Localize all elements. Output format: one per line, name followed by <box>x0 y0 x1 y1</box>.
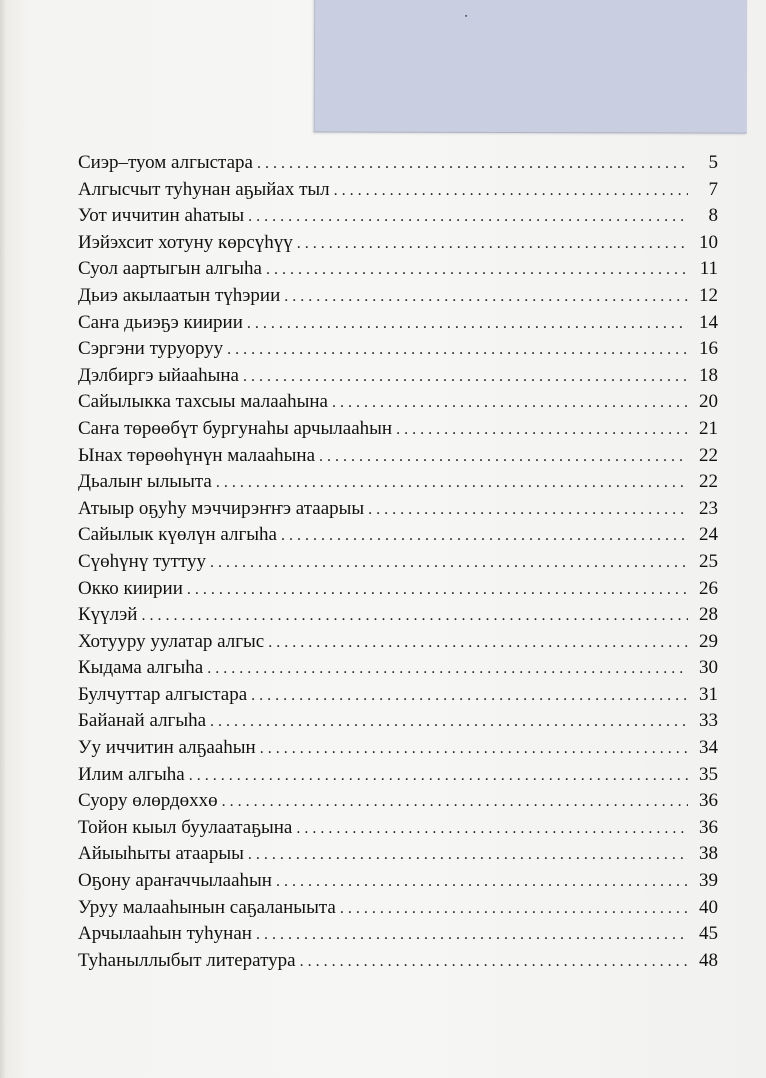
toc-entry-title: Туһаныллыбыт литература <box>78 949 296 971</box>
toc-entry-page-number: 14 <box>699 311 718 333</box>
dot-leader <box>276 873 688 891</box>
toc-entry-page-number: 38 <box>699 843 718 865</box>
dot-leader <box>251 687 688 705</box>
toc-entry <box>78 684 718 711</box>
dot-leader <box>248 208 688 226</box>
toc-entry-title: Сэргэни туруоруу <box>78 338 224 360</box>
toc-entry-title: Сайылык күөлүн алгыһа <box>78 524 277 546</box>
toc-entry <box>78 524 718 551</box>
toc-entry <box>78 285 718 312</box>
toc-entry-page-number: 45 <box>699 923 718 945</box>
toc-entry <box>78 578 718 605</box>
toc-entry-page-number: 7 <box>708 178 718 200</box>
toc-entry-title: Саҥа дьиэҕэ киирии <box>78 311 243 333</box>
toc-entry <box>78 179 718 206</box>
dot-leader <box>247 315 688 333</box>
toc-entry <box>78 604 718 631</box>
toc-entry-page-number: 36 <box>699 816 718 838</box>
toc-entry <box>78 817 718 844</box>
dot-leader <box>187 581 688 599</box>
dot-leader <box>256 926 688 944</box>
toc-entry-page-number: 31 <box>699 683 718 705</box>
toc-entry-page-number: 8 <box>708 205 718 227</box>
toc-entry-title: Суол аартыгын алгыһа <box>78 258 262 280</box>
dot-leader <box>210 713 688 731</box>
toc-entry-title: Уу иччитин алҕааһын <box>78 737 256 759</box>
toc-entry <box>78 205 718 232</box>
dot-leader <box>257 155 688 173</box>
dot-leader <box>334 182 688 200</box>
toc-entry-page-number: 23 <box>699 497 718 519</box>
toc-entry <box>78 391 718 418</box>
toc-entry-title: Сайылыкка тахсыы малааһына <box>78 391 328 413</box>
toc-entry-title: Тойон кыыл буулаатаҕына <box>78 816 293 838</box>
toc-entry-page-number: 11 <box>699 258 718 280</box>
dot-leader <box>268 634 688 652</box>
toc-entry-page-number: 29 <box>699 630 718 652</box>
toc-entry-page-number: 22 <box>699 471 718 493</box>
toc-entry <box>78 258 718 285</box>
toc-entry-page-number: 28 <box>699 604 718 626</box>
dot-leader <box>340 900 688 918</box>
toc-entry-title: Күүлэй <box>78 604 138 626</box>
toc-entry <box>78 764 718 791</box>
toc-entry <box>78 471 718 498</box>
blue-paper-sticker <box>314 0 747 134</box>
toc-entry-title: Байанай алгыһа <box>78 710 207 732</box>
toc-entry <box>78 923 718 950</box>
toc-entry-page-number: 12 <box>699 284 718 306</box>
toc-entry-title: Суору өлөрдөххө <box>78 790 218 812</box>
toc-entry <box>78 950 718 977</box>
dot-leader <box>296 820 688 838</box>
toc-entry <box>78 551 718 578</box>
dot-leader <box>281 527 688 545</box>
toc-entry-page-number: 10 <box>699 231 718 253</box>
toc-entry-page-number: 20 <box>699 391 718 413</box>
toc-entry <box>78 498 718 525</box>
toc-entry-title: Атыыр оҕуһу мэччирэҥҥэ атаарыы <box>78 497 365 519</box>
toc-entry-title: Хотууру уулатар алгыс <box>78 630 265 652</box>
toc-entry <box>78 232 718 259</box>
dot-leader <box>284 288 688 306</box>
toc-entry-title: Дьалыҥ ылыыта <box>78 471 212 493</box>
toc-entry-title: Илим алгыһа <box>78 763 185 785</box>
toc-entry-title: Оҕону араҥаччылааһын <box>78 870 272 892</box>
toc-entry <box>78 790 718 817</box>
dot-leader <box>216 474 688 492</box>
dot-leader <box>243 368 688 386</box>
toc-entry <box>78 710 718 737</box>
dot-leader <box>207 660 688 678</box>
toc-entry-title: Иэйэхсит хотуну көрсүһүү <box>78 231 293 253</box>
toc-entry-page-number: 48 <box>699 949 718 971</box>
dot-leader <box>222 793 688 811</box>
toc-entry <box>78 445 718 472</box>
toc-entry-page-number: 35 <box>699 763 718 785</box>
toc-entry-page-number: 22 <box>699 444 718 466</box>
toc-entry-title: Сиэр–туом алгыстара <box>78 152 253 173</box>
dot-leader <box>248 846 688 864</box>
sticker-speck <box>465 15 467 17</box>
toc-entry-page-number: 40 <box>699 896 718 918</box>
toc-entry-title: Алгысчыт туһунан аҕыйах тыл <box>78 178 330 200</box>
page-edge-shadow <box>0 0 6 1078</box>
toc-entry <box>78 418 718 445</box>
toc-entry-page-number: 18 <box>699 364 718 386</box>
toc-entry-page-number: 33 <box>699 710 718 732</box>
toc-entry-title: Дэлбиргэ ыйааһына <box>78 364 239 386</box>
toc-entry-title: Окко киирии <box>78 577 183 599</box>
toc-entry-title: Саҥа төрөөбүт бургунаһы арчылааһын <box>78 417 393 439</box>
toc-entry-page-number: 36 <box>699 790 718 812</box>
dot-leader <box>332 394 688 412</box>
toc-entry <box>78 365 718 392</box>
toc-entry-page-number: 30 <box>699 657 718 679</box>
toc-entry-page-number: 16 <box>699 338 718 360</box>
toc-entry-title: Сүөһүнү туттуу <box>78 550 206 572</box>
toc-entry-title: Дьиэ акылаатын түһэрии <box>78 284 281 306</box>
dot-leader <box>141 607 688 625</box>
dot-leader <box>300 953 688 971</box>
dot-leader <box>368 501 688 519</box>
dot-leader <box>266 261 688 279</box>
dot-leader <box>189 767 688 785</box>
toc-entry <box>78 312 718 339</box>
toc-entry <box>78 843 718 870</box>
table-of-contents <box>78 152 718 976</box>
toc-entry-page-number: 39 <box>699 870 718 892</box>
dot-leader <box>227 341 688 359</box>
toc-entry-page-number: 21 <box>699 417 718 439</box>
dot-leader <box>319 448 688 466</box>
toc-entry-title: Арчылааһын туһунан <box>78 923 252 945</box>
toc-entry <box>78 657 718 684</box>
toc-entry-page-number: 25 <box>699 550 718 572</box>
toc-entry <box>78 870 718 897</box>
dot-leader <box>210 554 688 572</box>
toc-entry <box>78 737 718 764</box>
toc-entry-title: Уруу малааһынын саҕаланыыта <box>78 896 336 918</box>
toc-entry <box>78 897 718 924</box>
toc-entry <box>78 338 718 365</box>
toc-entry-title: Уот иччитин аһатыы <box>78 205 245 227</box>
toc-entry-page-number: 26 <box>699 577 718 599</box>
toc-entry-title: Ынах төрөөһүнүн малааһына <box>78 444 316 466</box>
toc-entry <box>78 152 718 179</box>
toc-entry-page-number: 5 <box>708 152 718 173</box>
toc-entry-title: Булчуттар алгыстара <box>78 683 248 705</box>
toc-entry-page-number: 24 <box>699 524 718 546</box>
dot-leader <box>260 740 688 758</box>
toc-entry-page-number: 34 <box>699 737 718 759</box>
dot-leader <box>396 421 688 439</box>
toc-entry <box>78 631 718 658</box>
toc-entry-title: Кыдама алгыһа <box>78 657 204 679</box>
dot-leader <box>297 235 688 253</box>
toc-entry-title: Айыыһыты атаарыы <box>78 843 244 865</box>
